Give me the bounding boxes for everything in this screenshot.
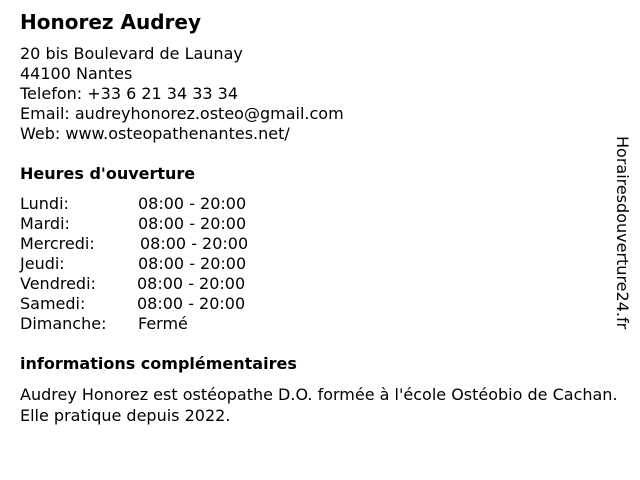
- contact-block: [20, 44, 344, 144]
- day-label: Dimanche:: [20, 314, 107, 333]
- opening-hours-list: [20, 194, 320, 334]
- business-name: Honorez Audrey: [20, 10, 201, 34]
- address-city: 44100 Nantes: [20, 64, 133, 83]
- time-value: 08:00 - 20:00: [138, 254, 247, 273]
- web-line: Web: www.osteopathenantes.net/: [20, 124, 290, 143]
- hours-heading: Heures d'ouverture: [20, 164, 196, 183]
- day-label: Samedi:: [20, 294, 86, 313]
- hours-row-mercredi: [20, 234, 320, 254]
- day-label: Mercredi:: [20, 234, 95, 253]
- time-value: Fermé: [138, 314, 188, 333]
- address-street: 20 bis Boulevard de Launay: [20, 44, 243, 63]
- info-heading: informations complémentaires: [20, 354, 297, 373]
- info-description: Audrey Honorez est ostéopathe D.O. formée à l'école Ostéobio de Cachan. Elle pratique depuis 2022.: [20, 385, 618, 425]
- phone-line: Telefon: +33 6 21 34 33 34: [20, 84, 239, 103]
- hours-row-lundi: [20, 194, 320, 214]
- day-label: Mardi:: [20, 214, 70, 233]
- time-value: 08:00 - 20:00: [138, 214, 247, 233]
- day-label: Lundi:: [20, 194, 69, 213]
- time-value: 08:00 - 20:00: [137, 274, 246, 293]
- hours-row-dimanche: [20, 314, 320, 334]
- time-value: 08:00 - 20:00: [140, 234, 249, 253]
- email-line: Email: audreyhonorez.osteo@gmail.com: [20, 104, 344, 123]
- hours-row-vendredi: [20, 274, 320, 294]
- time-value: 08:00 - 20:00: [138, 194, 247, 213]
- site-brand-label: Horairesdouverture24.fr: [613, 136, 632, 330]
- hours-row-mardi: [20, 214, 320, 234]
- hours-row-jeudi: [20, 254, 320, 274]
- day-label: Vendredi:: [20, 274, 96, 293]
- time-value: 08:00 - 20:00: [137, 294, 246, 313]
- day-label: Jeudi:: [20, 254, 65, 273]
- hours-row-samedi: [20, 294, 320, 314]
